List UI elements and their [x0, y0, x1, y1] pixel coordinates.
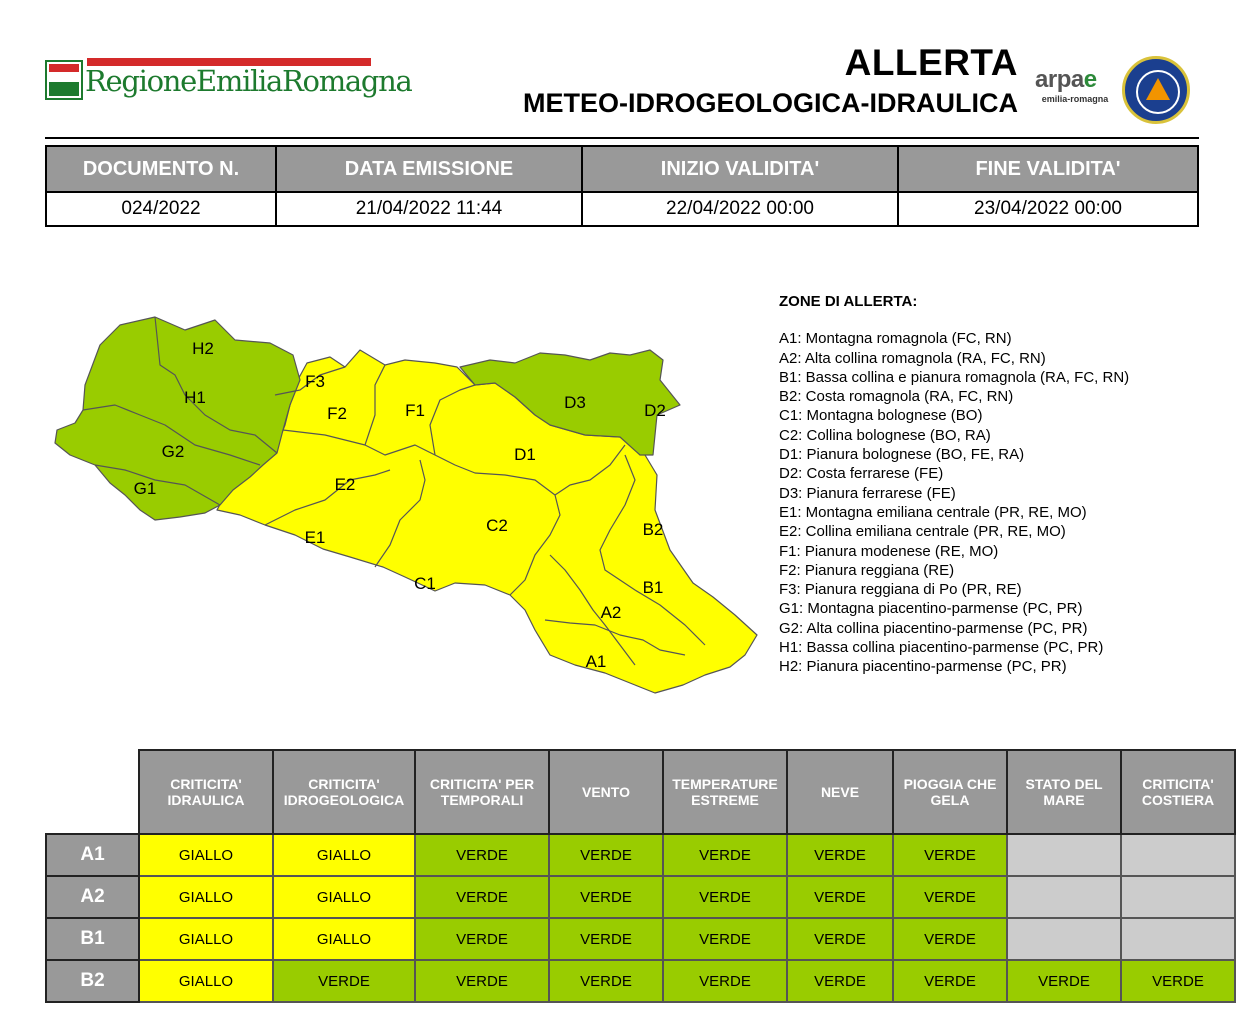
info-value-row — [46, 192, 1198, 226]
criticita-cell: VERDE — [893, 960, 1007, 1002]
criticita-table — [45, 749, 1236, 1003]
criticita-cell: VERDE — [893, 834, 1007, 876]
criticita-header-line: CRITICITA' — [308, 776, 380, 792]
criticita-header-3 — [549, 750, 663, 834]
legend-item-f3: F3: Pianura reggiana di Po (PR, RE) — [779, 581, 1022, 599]
criticita-header-line: NEVE — [820, 784, 860, 800]
map-label-f3: F3 — [305, 372, 325, 391]
legend-item-e2: E2: Collina emiliana centrale (PR, RE, MO) — [779, 523, 1066, 541]
criticita-cell: VERDE — [549, 834, 663, 876]
criticita-cell: VERDE — [787, 834, 893, 876]
info-documento-value: 024/2022 — [46, 192, 276, 226]
criticita-cell — [1121, 834, 1235, 876]
criticita-header-5 — [787, 750, 893, 834]
criticita-header-line: IDRAULICA — [167, 792, 245, 808]
criticita-cell: VERDE — [787, 960, 893, 1002]
map-label-b1: B1 — [642, 578, 664, 597]
legend-item-h1: H1: Bassa collina piacentino-parmense (PC, PR) — [779, 639, 1104, 657]
criticita-header-line: GELA — [930, 792, 970, 808]
arpae-subtitle: emilia-romagna — [1041, 94, 1109, 104]
map-label-b2: B2 — [642, 520, 664, 539]
criticita-cell — [1121, 918, 1235, 960]
criticita-cell: GIALLO — [139, 960, 273, 1002]
criticita-cell: GIALLO — [273, 918, 415, 960]
legend-item-f1: F1: Pianura modenese (RE, MO) — [779, 542, 999, 560]
map-label-a2: A2 — [600, 603, 622, 622]
legend-item-b2: B2: Costa romagnola (RA, FC, RN) — [779, 388, 1014, 406]
criticita-cell: VERDE — [1007, 960, 1121, 1002]
criticita-header-line: MARE — [1043, 792, 1085, 808]
map-label-h1: H1 — [184, 388, 206, 407]
info-data-emissione-value: 21/04/2022 11:44 — [276, 192, 582, 226]
criticita-header-line: TEMPORALI — [440, 792, 524, 808]
criticita-row — [46, 918, 1235, 960]
legend-item-f2: F2: Pianura reggiana (RE) — [779, 561, 955, 579]
criticita-header-4 — [663, 750, 787, 834]
logo-text: RegioneEmiliaRomagna — [85, 64, 412, 98]
criticita-header-empty — [46, 750, 139, 834]
criticita-header-line: STATO DEL — [1025, 776, 1103, 792]
map-label-c1: C1 — [414, 574, 436, 593]
info-header-inizio-validita: INIZIO VALIDITA' — [582, 146, 898, 192]
criticita-zone-label: B2 — [46, 960, 139, 1002]
header-divider — [45, 137, 1199, 139]
info-header-row — [46, 146, 1198, 192]
criticita-cell — [1007, 876, 1121, 918]
criticita-cell: GIALLO — [273, 876, 415, 918]
criticita-header-line: VENTO — [582, 784, 630, 800]
criticita-cell: VERDE — [663, 876, 787, 918]
legend-item-a2: A2: Alta collina romagnola (RA, FC, RN) — [779, 349, 1046, 367]
map-label-d1: D1 — [514, 445, 536, 464]
regione-flag-icon — [45, 60, 83, 100]
criticita-header-line: IDROGEOLOGICA — [283, 792, 405, 808]
criticita-header-line: COSTIERA — [1141, 792, 1215, 808]
map-label-f1: F1 — [405, 401, 425, 420]
zone-legend — [779, 292, 1129, 677]
page-subtitle: METEO-IDROGEOLOGICA-IDRAULICA — [523, 88, 1018, 118]
alert-zones-map — [45, 305, 765, 700]
map-label-c2: C2 — [486, 516, 508, 535]
criticita-cell: VERDE — [787, 876, 893, 918]
criticita-header-line: CRITICITA' PER — [429, 776, 535, 792]
criticita-row — [46, 834, 1235, 876]
info-inizio-validita-value: 22/04/2022 00:00 — [582, 192, 898, 226]
arpae-e: e — [1083, 66, 1097, 93]
criticita-header-line: CRITICITA' — [170, 776, 242, 792]
criticita-zone-label: A2 — [46, 876, 139, 918]
legend-item-b1: B1: Bassa collina e pianura romagnola (RA, FC, RN) — [779, 368, 1130, 386]
criticita-row — [46, 876, 1235, 918]
arpae-word: arpa — [1035, 66, 1084, 93]
criticita-zone-label: B1 — [46, 918, 139, 960]
criticita-cell: VERDE — [415, 834, 549, 876]
criticita-header-0 — [139, 750, 273, 834]
criticita-header-line: PIOGGIA CHE — [903, 776, 997, 792]
map-label-g1: G1 — [133, 479, 157, 498]
legend-item-c1: C1: Montagna bolognese (BO) — [779, 407, 983, 425]
info-header-data-emissione: DATA EMISSIONE — [276, 146, 582, 192]
arpae-logo — [1035, 68, 1115, 104]
criticita-header-2 — [415, 750, 549, 834]
criticita-cell: VERDE — [663, 918, 787, 960]
criticita-cell — [1007, 918, 1121, 960]
info-fine-validita-value: 23/04/2022 00:00 — [898, 192, 1198, 226]
criticita-cell: GIALLO — [139, 918, 273, 960]
criticita-cell: VERDE — [549, 918, 663, 960]
map-label-a1: A1 — [585, 652, 607, 671]
info-header-fine-validita: FINE VALIDITA' — [898, 146, 1198, 192]
criticita-zone-label: A1 — [46, 834, 139, 876]
criticita-cell: VERDE — [663, 960, 787, 1002]
map-label-d3: D3 — [564, 393, 586, 412]
criticita-header-row — [46, 750, 1235, 834]
legend-item-d2: D2: Costa ferrarese (FE) — [779, 465, 944, 483]
criticita-cell: GIALLO — [139, 876, 273, 918]
regione-emilia-romagna-logo — [45, 58, 412, 104]
criticita-cell: VERDE — [415, 876, 549, 918]
protezione-civile-logo-icon — [1122, 56, 1190, 124]
map-label-h2: H2 — [192, 339, 214, 358]
info-header-documento: DOCUMENTO N. — [46, 146, 276, 192]
map-label-d2: D2 — [644, 401, 666, 420]
criticita-header-line: CRITICITA' — [1142, 776, 1214, 792]
criticita-cell: VERDE — [663, 834, 787, 876]
criticita-header-line: TEMPERATURE — [672, 776, 778, 792]
criticita-header-6 — [893, 750, 1007, 834]
legend-item-d1: D1: Pianura bolognese (BO, FE, RA) — [779, 446, 1025, 464]
legend-item-g2: G2: Alta collina piacentino-parmense (PC, PR) — [779, 619, 1088, 637]
criticita-cell: VERDE — [893, 918, 1007, 960]
criticita-cell: VERDE — [893, 876, 1007, 918]
criticita-header-8 — [1121, 750, 1235, 834]
criticita-cell — [1007, 834, 1121, 876]
criticita-cell: VERDE — [1121, 960, 1235, 1002]
criticita-cell: GIALLO — [139, 834, 273, 876]
criticita-header-7 — [1007, 750, 1121, 834]
map-label-g2: G2 — [161, 442, 185, 461]
legend-title: ZONE DI ALLERTA: — [779, 293, 918, 310]
page-title: ALLERTA — [844, 42, 1018, 83]
legend-item-g1: G1: Montagna piacentino-parmense (PC, PR) — [779, 600, 1083, 618]
criticita-cell: VERDE — [415, 960, 549, 1002]
legend-item-a1: A1: Montagna romagnola (FC, RN) — [779, 330, 1012, 348]
map-label-e2: E2 — [334, 475, 356, 494]
criticita-header-line: ESTREME — [691, 792, 759, 808]
document-info-table — [45, 145, 1199, 227]
map-label-f2: F2 — [327, 404, 347, 423]
legend-item-c2: C2: Collina bolognese (BO, RA) — [779, 426, 991, 444]
map-label-e1: E1 — [304, 528, 326, 547]
legend-item-h2: H2: Pianura piacentino-parmense (PC, PR) — [779, 658, 1067, 676]
criticita-cell: VERDE — [549, 876, 663, 918]
criticita-cell: VERDE — [273, 960, 415, 1002]
criticita-header-1 — [273, 750, 415, 834]
criticita-cell — [1121, 876, 1235, 918]
criticita-cell: VERDE — [415, 918, 549, 960]
criticita-cell: VERDE — [549, 960, 663, 1002]
criticita-cell: GIALLO — [273, 834, 415, 876]
criticita-cell: VERDE — [787, 918, 893, 960]
legend-item-d3: D3: Pianura ferrarese (FE) — [779, 484, 956, 502]
criticita-row — [46, 960, 1235, 1002]
legend-item-e1: E1: Montagna emiliana centrale (PR, RE, MO) — [779, 503, 1087, 521]
